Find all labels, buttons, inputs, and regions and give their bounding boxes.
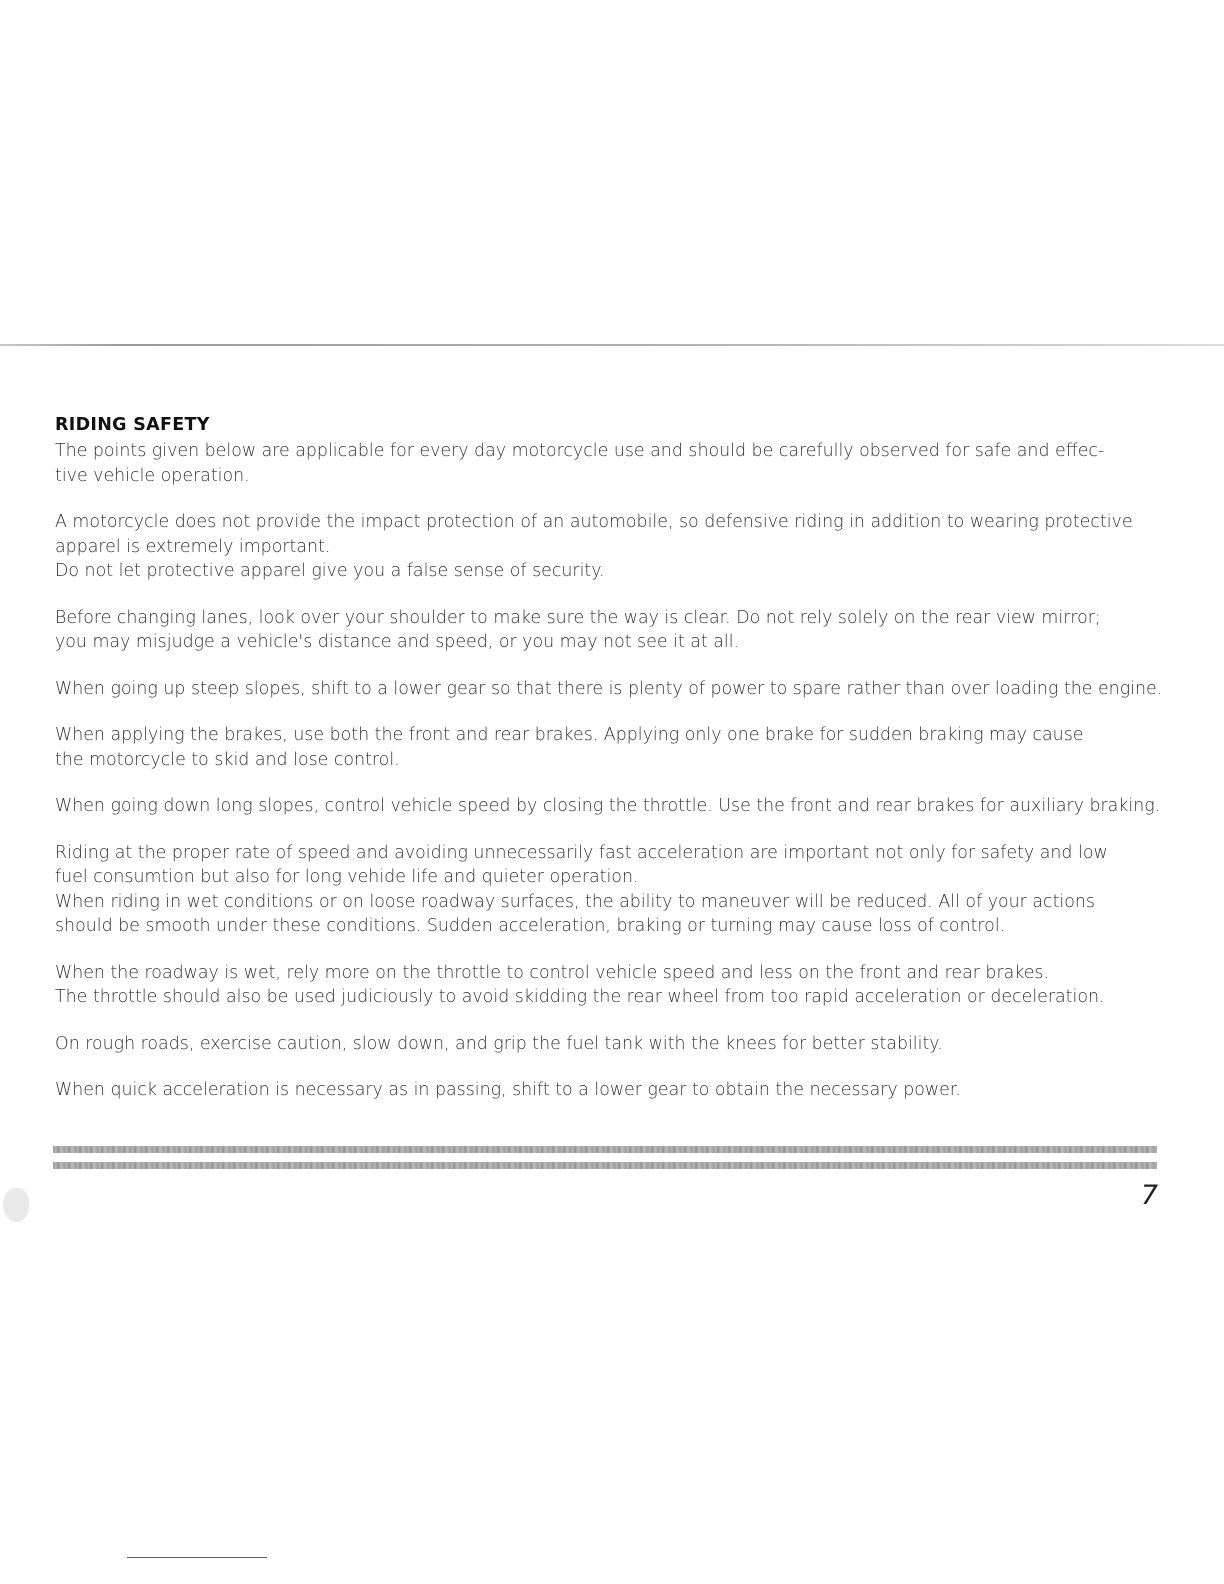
paragraph-rough-roads [55,1032,1170,1057]
text-line: When going up steep slopes, shift to a lower gear so that there is plenty of power to spare rather than over loading the engine. [55,678,1163,699]
paragraph-steep-slopes [55,677,1170,702]
text-line: the motorcycle to skid and lose control. [55,749,400,770]
text-line: A motorcycle does not provide the impact protection of an automobile, so defensive riding in addition to wearing protective [55,512,1133,532]
paragraph-speed-and-conditions [55,841,1170,939]
text-line: When the roadway is wet, rely more on the throttle to control vehicle speed and less on the front and rear brakes. [55,962,1049,983]
page-number: 7 [1140,1180,1158,1211]
text-line: On rough roads, exercise caution, slow down, and grip the fuel tank with the knees for better stability. [55,1033,943,1054]
bottom-edge-line [127,1557,267,1558]
footer-rule-upper [53,1146,1157,1153]
text-line: tive vehicle operation. [55,465,250,486]
text-line: When riding in wet conditions or on loose roadway surfaces, the ability to maneuver will be reduced. All of your actions [55,891,1095,912]
text-line: Riding at the proper rate of speed and avoiding unnecessarily fast acceleration are important not only for safety and low [55,842,1108,863]
top-divider [0,344,1224,346]
paragraph-changing-lanes [55,606,1170,655]
paragraph-down-slopes [55,794,1170,819]
text-line: you may misjudge a vehicle's distance and speed, or you may not see it at all. [55,632,740,652]
text-line: should be smooth under these conditions. Sudden acceleration, braking or turning may cause loss of control. [55,916,1006,936]
text-line: The throttle should also be used judiciously to avoid skidding the rear wheel from too rapid acceleration or deceleration. [55,987,1105,1007]
text-line: When quick acceleration is necessary as in passing, shift to a lower gear to obtain the necessary power. [55,1080,961,1100]
text-line: The points given below are applicable for every day motorcycle use and should be carefully observed for safe and effec- [55,441,1105,461]
paragraph-intro [55,439,1170,488]
text-line: apparel is extremely important. [55,536,331,557]
scan-smudge [3,1188,29,1222]
text-line: When applying the brakes, use both the front and rear brakes. Applying only one brake for sudden braking may cause [55,725,1084,745]
paragraph-wet-roadway [55,961,1170,1010]
text-line: When going down long slopes, control vehicle speed by closing the throttle. Use the front and rear brakes for auxiliary braking. [55,796,1161,816]
section-heading: RIDING SAFETY [55,415,210,435]
riding-safety-section [55,413,1170,1103]
paragraph-quick-acceleration [55,1078,1170,1103]
paragraph-protection [55,510,1170,584]
text-line: Before changing lanes, look over your shoulder to make sure the way is clear. Do not rely solely on the rear view mirror; [55,607,1101,628]
footer-rule-lower [53,1162,1157,1169]
text-line: fuel consumtion but also for long vehide life and quieter operation. [55,867,639,887]
paragraph-braking [55,723,1170,772]
text-line: Do not let protective apparel give you a false sense of security. [55,561,605,581]
